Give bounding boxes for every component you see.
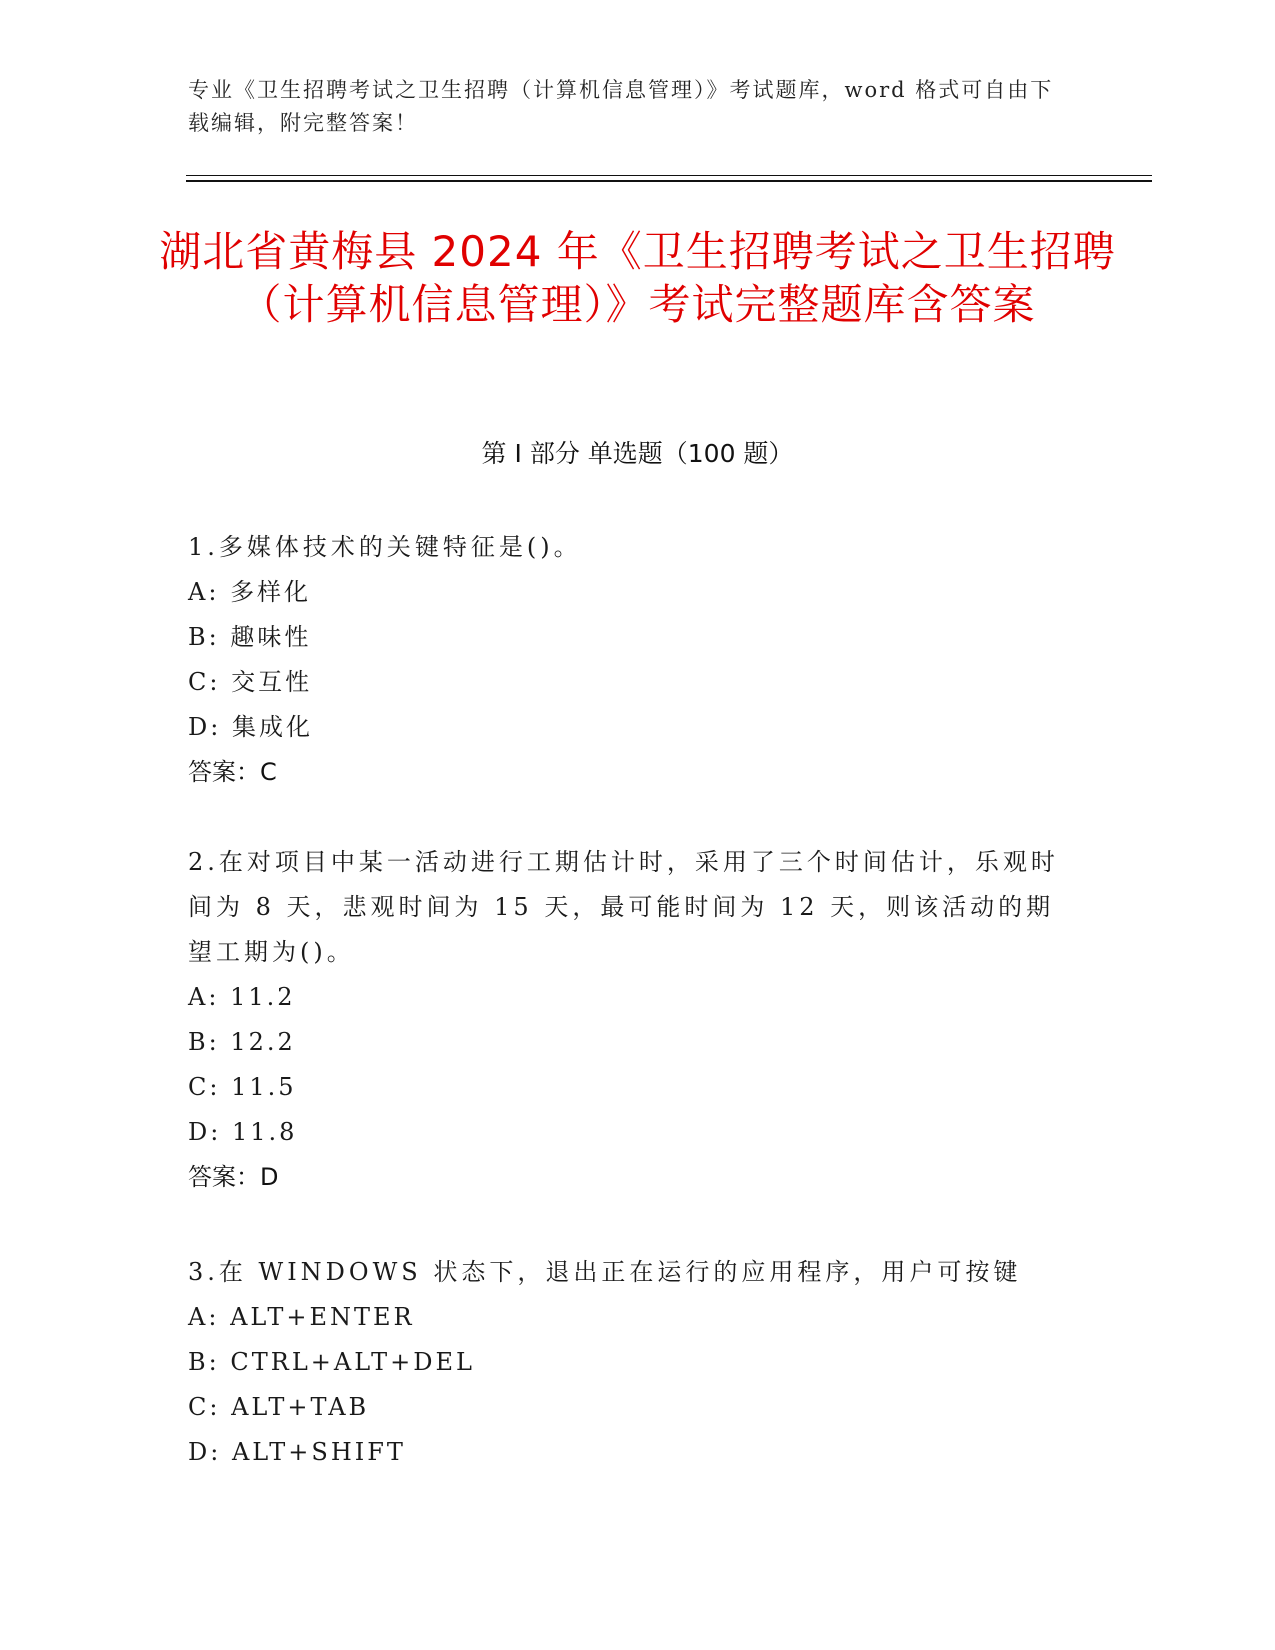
option-text: 趣味性 [230,623,312,651]
section-heading: 第 I 部分 单选题（100 题） [481,439,794,468]
answer-line: 答案：D [188,1163,279,1191]
option-label: A: [188,578,220,606]
header-note: 专业《卫生招聘考试之卫生招聘（计算机信息管理）》考试题库，word 格式可自由下载编辑，附完整答案！ [188,78,1054,135]
option-label: B: [188,1028,220,1056]
header-divider-thick [186,180,1152,182]
option-label: B: [188,623,220,651]
option-c [188,1385,1068,1430]
option-label: D: [188,1118,222,1146]
option-label: C: [188,668,221,696]
option-label: C: [188,1393,221,1421]
question-3 [188,1250,1068,1475]
option-c [188,660,1068,705]
option-label: D: [188,713,222,741]
question-1 [188,525,1068,795]
option-text: 11.2 [230,983,296,1011]
option-text: 多样化 [230,578,312,606]
answer-line: 答案：C [188,758,277,786]
option-d [188,1110,1068,1155]
option-text: 11.5 [231,1073,297,1101]
option-a [188,570,1068,615]
option-text: 交互性 [231,668,313,696]
question-text: 3.在 WINDOWS 状态下，退出正在运行的应用程序，用户可按键 [188,1258,1022,1286]
header-divider-thin [186,175,1152,176]
option-label: C: [188,1073,221,1101]
option-text: ALT+SHIFT [231,1438,406,1466]
option-text: CTRL+ALT+DEL [230,1348,475,1376]
option-text: 12.2 [230,1028,296,1056]
option-d [188,1430,1068,1475]
question-text: 2.在对项目中某一活动进行工期估计时，采用了三个时间估计，乐观时间为 8 天，悲观时间为 15 天，最可能时间为 12 天，则该活动的期望工期为()。 [188,848,1059,966]
document-title: 湖北省黄梅县 2024 年《卫生招聘考试之卫生招聘（计算机信息管理）》考试完整题库含答案 [159,227,1116,329]
option-text: 集成化 [231,713,313,741]
question-text: 1.多媒体技术的关键特征是()。 [188,533,582,561]
option-text: ALT+TAB [231,1393,370,1421]
option-text: 11.8 [231,1118,298,1146]
option-label: A: [188,983,220,1011]
option-label: A: [188,1303,220,1331]
option-text: ALT+ENTER [230,1303,415,1331]
option-d [188,705,1068,750]
option-a [188,975,1068,1020]
option-b [188,1020,1068,1065]
option-a [188,1295,1068,1340]
option-b [188,1340,1068,1385]
option-label: B: [188,1348,220,1376]
option-b [188,615,1068,660]
option-c [188,1065,1068,1110]
question-2 [188,840,1068,1200]
option-label: D: [188,1438,222,1466]
